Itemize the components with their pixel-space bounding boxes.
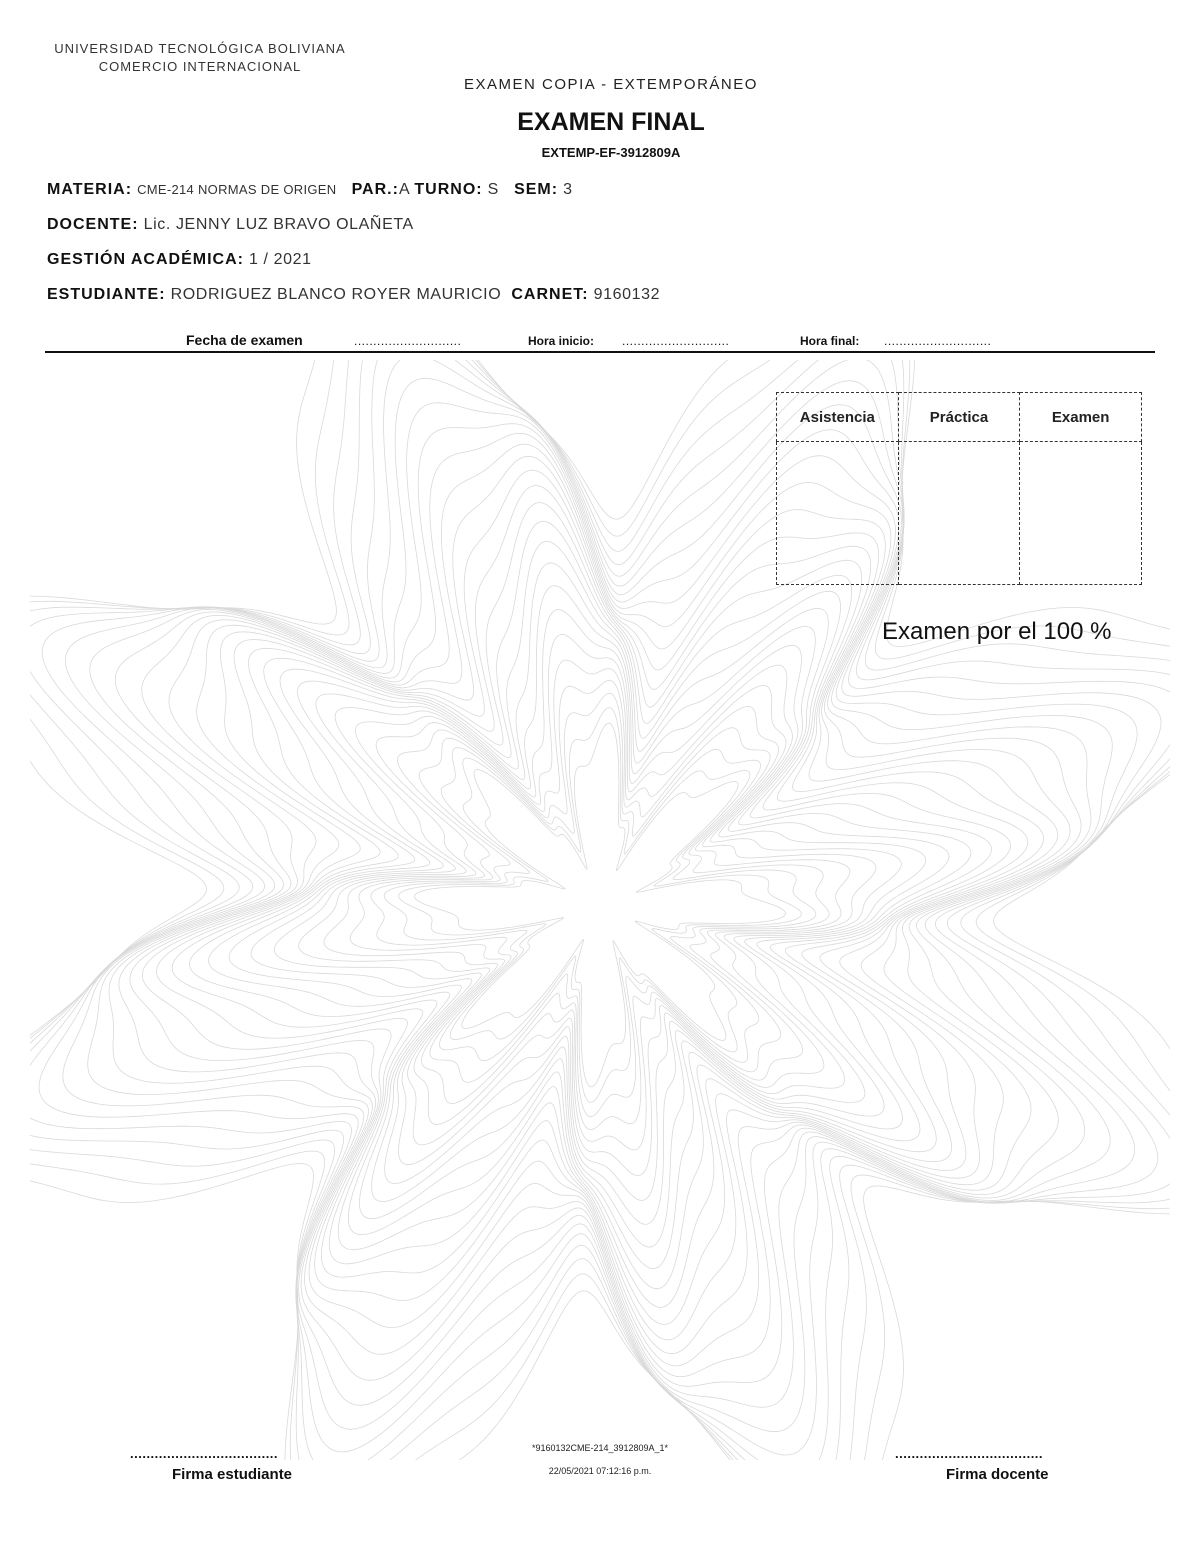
par-label: PAR.: [351, 181, 399, 198]
guilloche-curve [384, 693, 816, 1116]
hora-inicio-label: Hora inicio: [528, 334, 595, 348]
percent-note: Examen por el 100 % [882, 618, 1112, 645]
estudiante-value: RODRIGUEZ BLANCO ROYER MAURICIO [170, 286, 502, 303]
hora-final-label: Hora final: [800, 334, 860, 348]
estudiante-label: ESTUDIANTE: [47, 286, 166, 303]
exam-type: EXAMEN COPIA - EXTEMPORÁNEO [464, 76, 758, 93]
student-sig-line: .................................... [130, 1446, 279, 1461]
fecha-label: Fecha de examen [186, 332, 303, 348]
fecha-dots: ............................ [354, 334, 462, 348]
turno-label: TURNO: [414, 181, 483, 198]
document-id: *9160132CME-214_3912809A_1* [531, 1443, 669, 1453]
estudiante-line [47, 286, 660, 304]
guilloche-curve [299, 610, 902, 1201]
guilloche-curve [172, 486, 1028, 1325]
exam-code: EXTEMP-EF-3912809A [541, 145, 681, 160]
examen-header: Examen [1020, 393, 1142, 442]
asistencia-cell[interactable] [777, 442, 899, 585]
grades-body-row [777, 442, 1142, 585]
docente-label: DOCENTE: [47, 216, 139, 233]
gestion-label: GESTIÓN ACADÉMICA: [47, 251, 244, 268]
practica-cell[interactable] [898, 442, 1020, 585]
docente-line [47, 216, 414, 234]
materia-label: MATERIA: [47, 181, 133, 198]
hora-final-dots: ............................ [884, 334, 992, 348]
guilloche-curve [415, 723, 786, 1087]
header-divider [45, 351, 1155, 353]
career-name: COMERCIO INTERNACIONAL [98, 59, 302, 74]
par-value: A [398, 181, 410, 198]
guilloche-curve [371, 680, 829, 1129]
materia-line [47, 181, 573, 199]
guilloche-curve [274, 586, 926, 1225]
gestion-line [47, 251, 312, 269]
practica-header: Práctica [898, 393, 1020, 442]
grades-header-row [777, 393, 1142, 442]
carnet-value: 9160132 [593, 286, 661, 303]
guilloche-curve [324, 634, 876, 1175]
carnet-label: CARNET: [511, 286, 589, 303]
asistencia-header: Asistencia [777, 393, 899, 442]
print-timestamp: 22/05/2021 07:12:16 p.m. [548, 1466, 652, 1476]
guilloche-curve [229, 541, 971, 1268]
hora-inicio-dots: ............................ [622, 334, 730, 348]
teacher-sig-line: .................................... [895, 1446, 1044, 1461]
grades-table [776, 392, 1142, 585]
page-title: EXAMEN FINAL [517, 108, 705, 136]
guilloche-curve [156, 470, 1043, 1340]
university-name: UNIVERSIDAD TECNOLÓGICA BOLIVIANA [54, 41, 346, 56]
sem-label: SEM: [514, 181, 559, 198]
guilloche-curve [350, 660, 850, 1150]
guilloche-curve [399, 708, 802, 1103]
student-signature-label: Firma estudiante [172, 1466, 293, 1483]
docente-value: Lic. JENNY LUZ BRAVO OLAÑETA [143, 216, 414, 233]
guilloche-curve [209, 521, 992, 1288]
teacher-signature-label: Firma docente [946, 1466, 1049, 1483]
turno-value: S [487, 181, 499, 198]
sem-value: 3 [563, 181, 573, 198]
materia-value: CME-214 NORMAS DE ORIGEN [137, 182, 337, 197]
examen-cell[interactable] [1020, 442, 1142, 585]
gestion-value: 1 / 2021 [249, 251, 312, 268]
